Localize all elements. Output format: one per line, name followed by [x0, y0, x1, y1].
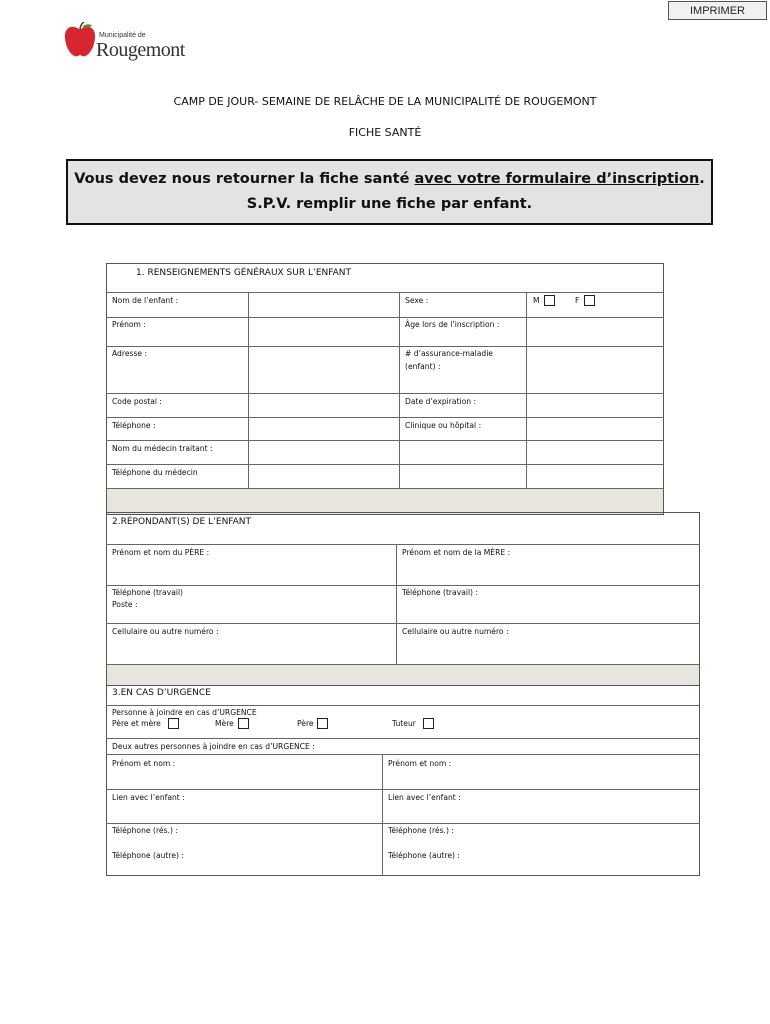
label-sexe: Sexe : — [405, 296, 429, 305]
tel-medecin-field[interactable] — [249, 465, 399, 488]
section2-footer-band — [107, 665, 699, 685]
contact1-telephones-field[interactable] — [107, 824, 382, 875]
assurance-field[interactable] — [527, 347, 663, 393]
label-nom-enfant: Nom de l’enfant : — [112, 296, 179, 305]
pere-checkbox[interactable] — [317, 718, 328, 729]
label-medecin: Nom du médecin traitant : — [112, 444, 213, 453]
cell-mere-field[interactable] — [397, 624, 699, 664]
label-poste: Poste : — [112, 600, 138, 609]
label-adresse: Adresse : — [112, 349, 148, 358]
telephone-field[interactable] — [249, 418, 399, 440]
label-assurance-1: # d’assurance-maladie — [405, 349, 493, 358]
label-age: Âge lors de l’inscription : — [405, 320, 500, 329]
contact1-nom-field[interactable] — [107, 755, 382, 789]
label-tel-autre-1: Téléphone (autre) : — [112, 851, 184, 860]
medecin-field[interactable] — [249, 441, 399, 464]
label-f: F — [575, 296, 580, 305]
prenom-field[interactable] — [249, 318, 399, 346]
section1-footer-band — [107, 489, 663, 514]
tel-travail-mere-field[interactable] — [397, 586, 699, 623]
pere-et-mere-checkbox[interactable] — [168, 718, 179, 729]
sexe-f-checkbox[interactable] — [584, 295, 595, 306]
label-expiration: Date d’expiration : — [405, 397, 477, 406]
label-personne-urgence: Personne à joindre en cas d’URGENCE — [112, 708, 257, 717]
expiration-field[interactable] — [527, 394, 663, 417]
label-mere: Prénom et nom de la MÈRE : — [402, 548, 511, 557]
tel-travail-pere-field[interactable] — [107, 586, 396, 623]
logo-name: Rougemont — [96, 39, 185, 61]
label-deux-autres: Deux autres personnes à joindre en cas d’URGENCE : — [112, 742, 315, 751]
label-tel-res-1: Téléphone (rés.) : — [112, 826, 178, 835]
age-field[interactable] — [527, 318, 663, 346]
contact2-lien-field[interactable] — [383, 790, 699, 823]
label-tel-medecin: Téléphone du médecin — [112, 468, 198, 477]
tuteur-checkbox[interactable] — [423, 718, 434, 729]
label-cell-pere: Cellulaire ou autre numéro : — [112, 627, 219, 636]
section2-title: 2.RÉPONDANT(S) DE L’ENFANT — [112, 517, 252, 527]
label-tel-autre-2: Téléphone (autre) : — [388, 851, 460, 860]
contact2-telephones-field[interactable] — [383, 824, 699, 875]
document-subtitle: FICHE SANTÉ — [348, 126, 422, 139]
mere-field[interactable] — [397, 545, 699, 585]
municipality-logo — [64, 20, 194, 64]
label-telephone: Téléphone : — [112, 421, 156, 430]
label-clinique: Clinique ou hôpital : — [405, 421, 482, 430]
section3-title: 3.EN CAS D’URGENCE — [112, 688, 211, 698]
notice-line-2: S.P.V. remplir une fiche par enfant. — [246, 196, 533, 212]
apple-icon — [64, 22, 96, 60]
mere-checkbox[interactable] — [238, 718, 249, 729]
document-title: CAMP DE JOUR- SEMAINE DE RELÂCHE DE LA MUNICIPALITÉ DE ROUGEMONT — [173, 95, 597, 108]
label-urgence-mere: Mère — [215, 719, 234, 728]
notice-line-1: Vous devez nous retourner la fiche santé avec votre formulaire d’inscription. — [74, 171, 705, 187]
adresse-field[interactable] — [249, 347, 399, 393]
label-m: M — [533, 296, 540, 305]
label-pere-et-mere: Père et mère — [112, 719, 161, 728]
label-prenom-nom-1: Prénom et nom : — [112, 759, 176, 768]
print-button[interactable]: IMPRIMER — [668, 1, 767, 20]
label-cell-mere: Cellulaire ou autre numéro : — [402, 627, 509, 636]
cell-pere-field[interactable] — [107, 624, 396, 664]
section1-title: 1. RENSEIGNEMENTS GÉNÉRAUX SUR L’ENFANT — [136, 268, 352, 278]
label-tel-travail-mere: Téléphone (travail) : — [402, 588, 478, 597]
label-tuteur: Tuteur — [392, 719, 416, 728]
pere-field[interactable] — [107, 545, 396, 585]
code-postal-field[interactable] — [249, 394, 399, 417]
label-urgence-pere: Père — [297, 719, 314, 728]
label-pere: Prénom et nom du PÈRE : — [112, 548, 210, 557]
nom-enfant-field[interactable] — [249, 293, 399, 317]
label-lien-2: Lien avec l’enfant : — [388, 793, 461, 802]
logo-small-text: Municipalité de — [99, 32, 146, 39]
contact2-nom-field[interactable] — [383, 755, 699, 789]
label-tel-travail-pere: Téléphone (travail) — [112, 588, 184, 597]
notice-box — [66, 159, 713, 225]
label-prenom: Prénom : — [112, 320, 146, 329]
label-code-postal: Code postal : — [112, 397, 162, 406]
sexe-m-checkbox[interactable] — [544, 295, 555, 306]
label-assurance-2: (enfant) : — [405, 362, 441, 371]
contact1-lien-field[interactable] — [107, 790, 382, 823]
label-tel-res-2: Téléphone (rés.) : — [388, 826, 454, 835]
label-prenom-nom-2: Prénom et nom : — [388, 759, 452, 768]
clinique-field[interactable] — [527, 418, 663, 440]
label-lien-1: Lien avec l’enfant : — [112, 793, 185, 802]
